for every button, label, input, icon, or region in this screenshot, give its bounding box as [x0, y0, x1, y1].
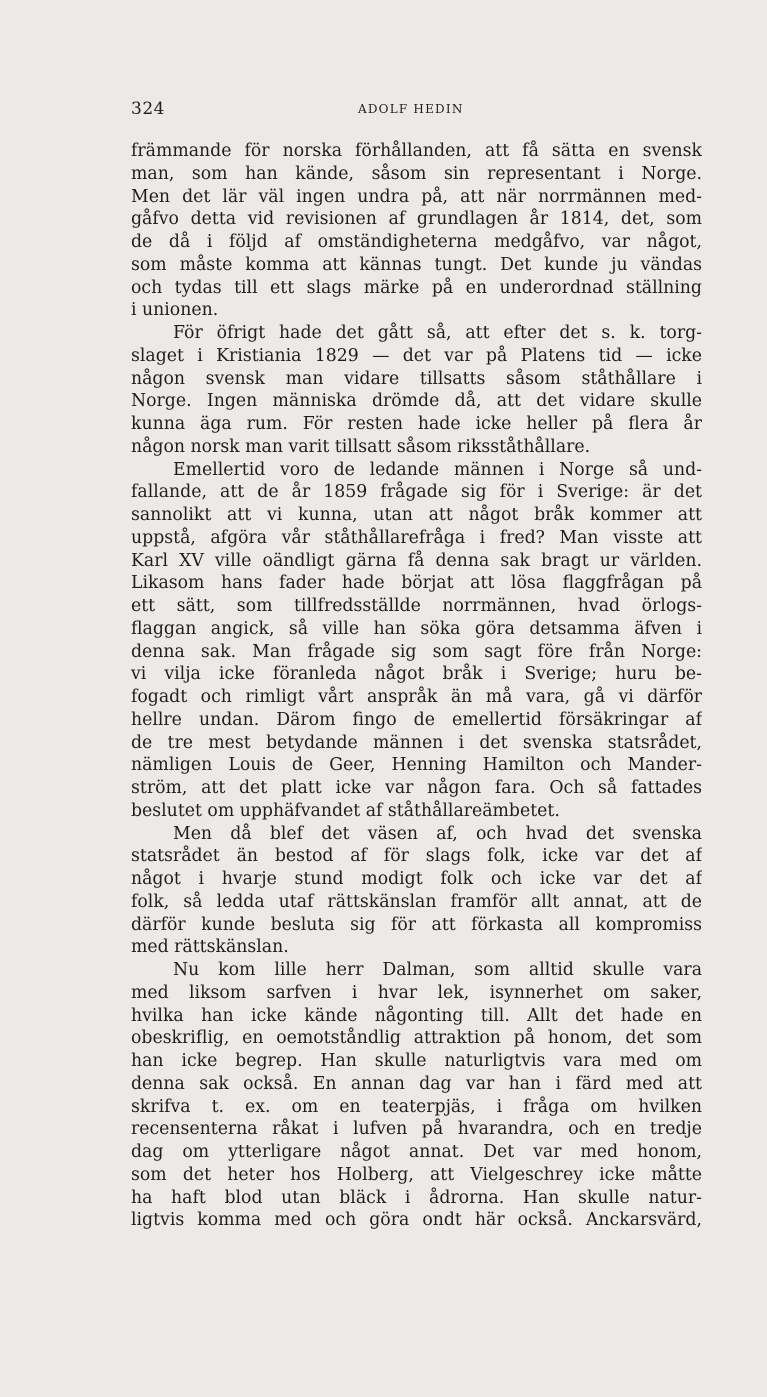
text-line: gåfvo detta vid revisionen af grundlagen år 1814, det, som	[131, 209, 702, 230]
text-line: Norge. Ingen människa drömde då, att det vidare skulle	[131, 391, 702, 412]
text-line: fallande, att de år 1859 frågade sig för i Sverige: är det	[131, 482, 702, 503]
text-line: vi vilja icke föranleda något bråk i Sverige; huru be-	[131, 664, 702, 685]
page-number: 324	[131, 99, 165, 119]
text-line: man, som han kände, såsom sin representant i Norge.	[131, 163, 702, 184]
text-line: med rättskänslan.	[131, 937, 289, 958]
text-line: denna sak. Man frågade sig som sagt före från Norge:	[131, 641, 702, 662]
text-line: Likasom hans fader hade börjat att lösa flaggfrågan på	[131, 573, 702, 594]
text-line: hellre undan. Därom fingo de emellertid försäkringar af	[131, 709, 702, 730]
text-line: ström, att det platt icke var någon fara. Och så fattades	[131, 778, 702, 798]
text-line: recensenterna råkat i lufven på hvarandra, och en tredje	[131, 1119, 702, 1140]
text-line: främmande för norska förhållanden, att få sätta en svensk	[131, 141, 702, 161]
text-line: som måste komma att kännas tungt. Det kunde ju vändas	[131, 254, 702, 275]
text-line: ett sätt, som tillfredsställde norrmännen, hvad örlogs-	[131, 596, 702, 616]
text-line: de tre mest betydande männen i det svenska statsrådet,	[131, 732, 702, 753]
text-line: Men det lär väl ingen undra på, att när norrmännen med-	[131, 186, 702, 207]
text-line: någon norsk man varit tillsatt såsom riksståthållare.	[131, 436, 591, 457]
text-line: statsrådet än bestod af för slags folk, icke var det af	[131, 846, 702, 867]
text-line: Emellertid voro de ledande männen i Norge så und-	[173, 459, 702, 480]
text-line: denna sak också. En annan dag var han i färd med att	[131, 1073, 702, 1094]
text-line: och tydas till ett slags märke på en underordnad ställning	[131, 277, 702, 298]
body-text	[131, 140, 702, 1232]
text-line: beslutet om upphäfvandet af ståthållareämbetet.	[131, 800, 560, 821]
text-line: obeskriflig, en oemotståndlig attraktion på honom, det som	[131, 1028, 702, 1049]
text-line: någon svensk man vidare tillsatts såsom ståthållare i	[131, 368, 702, 389]
text-line: ha haft blod utan bläck i ådrorna. Han skulle natur-	[131, 1187, 702, 1208]
text-line: sannolikt att vi kunna, utan att något bråk kommer att	[131, 505, 702, 525]
text-line: kunna äga rum. För resten hade icke heller på flera år	[131, 414, 702, 434]
text-line: fogadt och rimligt vårt anspråk än må vara, gå vi därför	[131, 687, 702, 707]
text-line: något i hvarje stund modigt folk och icke var det af	[131, 869, 702, 889]
text-line: därför kunde besluta sig för att förkasta all kompromiss	[131, 914, 702, 935]
text-line: de då i följd af omständigheterna medgåfvo, var något,	[131, 232, 702, 252]
text-line: flaggan angick, så ville han söka göra detsamma äfven i	[131, 618, 702, 639]
text-line: Karl XV ville oändligt gärna få denna sak bragt ur världen.	[131, 550, 702, 571]
text-line: Men då blef det väsen af, och hvad det svenska	[173, 823, 702, 844]
page-header	[131, 99, 702, 123]
text-line: hvilka han icke kände någonting till. Allt det hade en	[131, 1005, 702, 1026]
running-head: ADOLF HEDIN	[358, 102, 464, 116]
text-line: dag om ytterligare något annat. Det var med honom,	[131, 1142, 702, 1162]
text-line: nämligen Louis de Geer, Henning Hamilton och Mander-	[131, 755, 702, 776]
text-line: ligtvis komma med och göra ondt här också. Anckarsvärd,	[131, 1210, 702, 1231]
text-line: med liksom sarfven i hvar lek, isynnerhet om saker,	[131, 982, 702, 1003]
text-line: uppstå, afgöra vår ståthållarefråga i fred? Man visste att	[131, 527, 702, 548]
text-line: som det heter hos Holberg, att Vielgeschrey icke måtte	[131, 1164, 702, 1185]
text-line: i unionen.	[131, 300, 219, 321]
text-line: han icke begrep. Han skulle naturligtvis vara med om	[131, 1051, 702, 1071]
text-line: slaget i Kristiania 1829 — det var på Platens tid — icke	[131, 345, 702, 366]
text-line: Nu kom lille herr Dalman, som alltid skulle vara	[173, 960, 702, 980]
text-line: folk, så ledda utaf rättskänslan framför allt annat, att de	[131, 891, 702, 912]
text-line: För öfrigt hade det gått så, att efter det s. k. torg-	[173, 323, 702, 343]
text-line: skrifva t. ex. om en teaterpjäs, i fråga om hvilken	[131, 1096, 702, 1117]
